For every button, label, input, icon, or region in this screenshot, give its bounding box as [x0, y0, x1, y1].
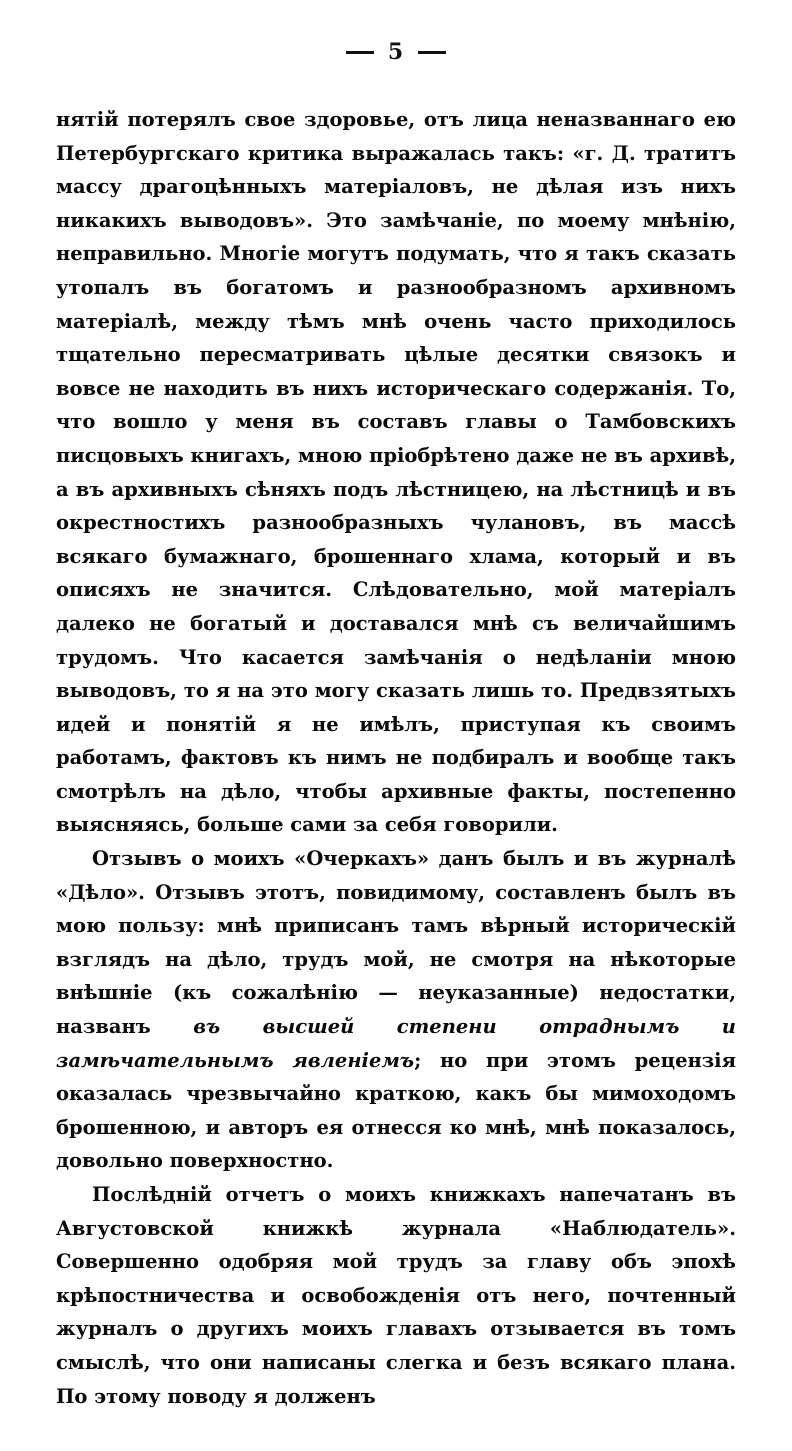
paragraph-text: Послѣдній отчетъ о моихъ книжкахъ напечатанъ въ Августовской книжкѣ журнала «Наблюдатель». Совершенно одобряя мой трудъ за главу объ эпохѣ крѣпостничества и освобожденія отъ него, почтенный журналъ о другихъ моихъ главахъ отзывается въ томъ смыслѣ, что они написаны слегка и безъ всякаго плана. По этому поводу я долженъ — [56, 1183, 736, 1408]
paragraph — [56, 103, 736, 842]
header-rule-left — [346, 51, 374, 54]
page-number: 5 — [387, 39, 405, 65]
emphasized-text: въ высшей степени отраднымъ и замѣчательнымъ явленіемъ — [56, 1015, 736, 1072]
paragraph — [56, 842, 736, 1178]
paragraph-text: Отзывъ о моихъ «Очеркахъ» данъ былъ и въ журналѣ «Дѣло». Отзывъ этотъ, повидимому, составленъ былъ въ мою пользу: мнѣ приписанъ тамъ вѣрный историческій взглядъ на дѣло, трудъ мой, не смотря на нѣкоторые внѣшніе (къ сожалѣнію — неуказанные) недостатки, названъ — [56, 847, 736, 1039]
page-body — [56, 103, 736, 1413]
header-rule-right — [418, 51, 446, 54]
page-header — [56, 38, 736, 65]
paragraph-text: нятій потерялъ свое здоровье, отъ лица неназваннаго ею Петербургскаго критика выражалась такъ: «г. Д. тратитъ массу драгоцѣнныхъ матеріаловъ, не дѣлая изъ нихъ никакихъ выводовъ». Это замѣчаніе, по моему мнѣнію, неправильно. Многіе могутъ подумать, что я такъ сказать утопалъ въ богатомъ и разнообразномъ архивномъ матеріалѣ, между тѣмъ мнѣ очень часто приходилось тщательно пересматривать цѣлые десятки связокъ и вовсе не находить въ нихъ историческаго содержанія. То, что вошло у меня въ составъ главы о Тамбовскихъ писцовыхъ книгахъ, мною пріобрѣтено даже не въ архивѣ, а въ архивныхъ сѣняхъ подъ лѣстницею, на лѣстницѣ и въ окрестностихъ разнообразныхъ чулановъ, въ массѣ всякаго бумажнаго, брошеннаго хлама, который и въ описяхъ не значится. Слѣдовательно, мой матеріалъ далеко не богатый и доставался мнѣ съ величайшимъ трудомъ. Что касается замѣчанія о недѣланіи мною выводовъ, то я на это могу сказать лишь то. Предвзятыхъ идей и понятій я не имѣлъ, приступая къ своимъ работамъ, фактовъ къ нимъ не подбиралъ и вообще такъ смотрѣлъ на дѣло, чтобы архивные факты, постепенно выясняясь, больше сами за себя говорили. — [56, 108, 736, 837]
paragraph — [56, 1178, 736, 1413]
paragraph-text: ; но при этомъ рецензія оказалась чрезвычайно краткою, какъ бы мимоходомъ брошенною, и авторъ ея отнесся ко мнѣ, мнѣ показалось, довольно поверхностно. — [56, 1048, 737, 1173]
